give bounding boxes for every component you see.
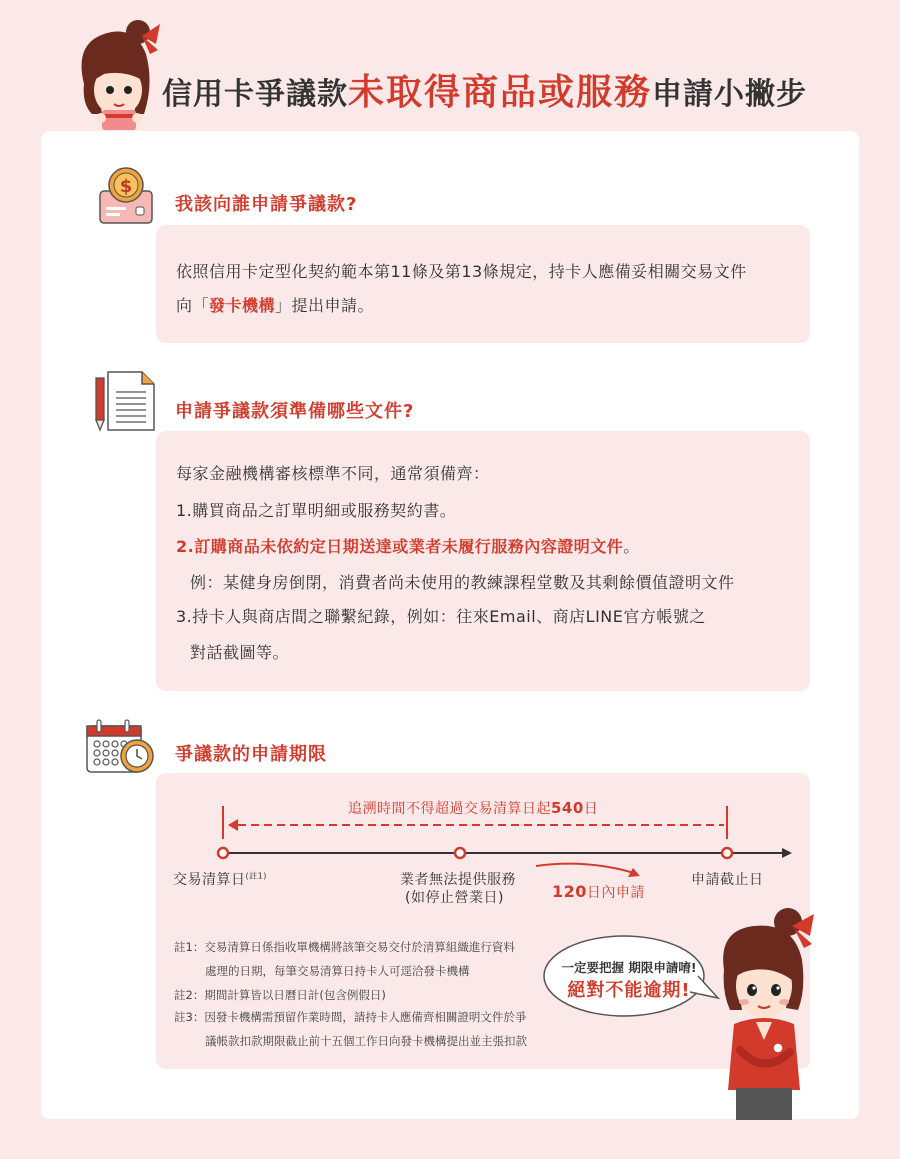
document-pen-icon: [92, 368, 156, 432]
card-issuer-highlight: 發卡機構: [209, 296, 276, 315]
section2-intro: 每家金融機構審核標準不同，通常須備齊：: [176, 464, 490, 483]
note2-text1: 期間計算皆以日曆日計(包含例假日): [204, 988, 386, 1002]
section1-line2-suffix: 」提出申請。: [275, 296, 375, 315]
section1-line2: [176, 293, 374, 316]
timeline-point-deadline: [722, 848, 732, 858]
calendar-clock-icon: [85, 718, 157, 776]
title-suffix: 申請小撇步: [652, 77, 808, 112]
bubble-line1: 一定要把握 期限申請唷!: [561, 960, 697, 975]
note1-line2: 處理的日期，每筆交易清算日持卡人可逕洽發卡機構: [205, 964, 470, 978]
item2-number: 2.: [176, 537, 195, 556]
character-illustration: [710, 900, 820, 1122]
item2-suffix: 。: [623, 537, 640, 556]
point-settlement-label: [173, 869, 267, 889]
note2-line1: [174, 987, 386, 1003]
section2-title: 申請爭議款須準備哪些文件?: [175, 401, 415, 422]
point-service-failure-sub: (如停止營業日): [405, 890, 504, 906]
section2-item3-line1: 3.持卡人與商店間之聯繫紀錄，例如：往來Email、商店LINE官方帳號之: [176, 607, 706, 626]
note3-line2: 議帳款扣款期限截止前十五個工作日向發卡機構提出並主張扣款: [205, 1034, 527, 1048]
bubble-line2: 絕對不能逾期!: [567, 980, 691, 1001]
svg-text:$: $: [119, 176, 133, 197]
note2-label: 註2：: [174, 988, 205, 1002]
section2-item3-line2: 對話截圖等。: [190, 643, 290, 662]
lookback-days: 540: [551, 799, 584, 817]
point-deadline-label: 申請截止日: [691, 872, 764, 888]
section1-line1: 依照信用卡定型化契約範本第11條及第13條規定，持卡人應備妥相關交易文件: [176, 262, 747, 281]
item2-highlight: 訂購商品未依約定日期送達或業者未履行服務內容證明文件: [194, 537, 624, 556]
section1-line2-prefix: 向「: [176, 296, 210, 315]
note1-label: 註1：: [174, 940, 205, 954]
credit-card-coin-icon: [96, 165, 156, 227]
section2-item2-example: 例：某健身房倒閉，消費者尚未使用的教練課程堂數及其剩餘價值證明文件: [190, 573, 735, 592]
window-days: 120: [552, 882, 587, 901]
lookback-suffix: 日: [583, 801, 599, 817]
page-title: [162, 64, 807, 115]
point-service-failure-label: 業者無法提供服務: [400, 872, 516, 888]
lookback-prefix: 追溯時間不得超過交易清算日起: [348, 801, 551, 817]
settlement-text: 交易清算日: [173, 872, 246, 888]
window-label: [552, 882, 645, 902]
note3-line1: [174, 1009, 526, 1025]
window-suffix: 日內申請: [586, 885, 645, 901]
section3-title: 爭議款的申請期限: [175, 744, 327, 765]
title-highlight: 未取得商品或服務: [348, 72, 653, 113]
timeline-point-settlement: [218, 848, 228, 858]
note1-line1: [174, 939, 515, 955]
window-arrow: [536, 864, 634, 873]
title-prefix: 信用卡爭議款: [162, 77, 348, 112]
timeline-arrowhead: [782, 848, 792, 858]
settlement-note-ref: (註1): [245, 871, 267, 881]
section2-item1: 1.購買商品之訂單明細或服務契約書。: [176, 501, 457, 520]
section2-item2: [176, 534, 640, 557]
section1-title: 我該向誰申請爭議款?: [175, 194, 358, 215]
header-avatar: [74, 14, 162, 132]
lookback-label: [348, 798, 598, 818]
timeline-point-service-failure: [455, 848, 465, 858]
section1-box: [156, 225, 810, 343]
note3-label: 註3：: [174, 1010, 205, 1024]
lookback-arrowhead: [228, 819, 238, 831]
note1-text1: 交易清算日係指收單機構將該筆交易交付於清算組織進行資料: [204, 940, 515, 954]
note3-text1: 因發卡機構需預留作業時間，請持卡人應備齊相關證明文件於爭: [204, 1010, 527, 1024]
